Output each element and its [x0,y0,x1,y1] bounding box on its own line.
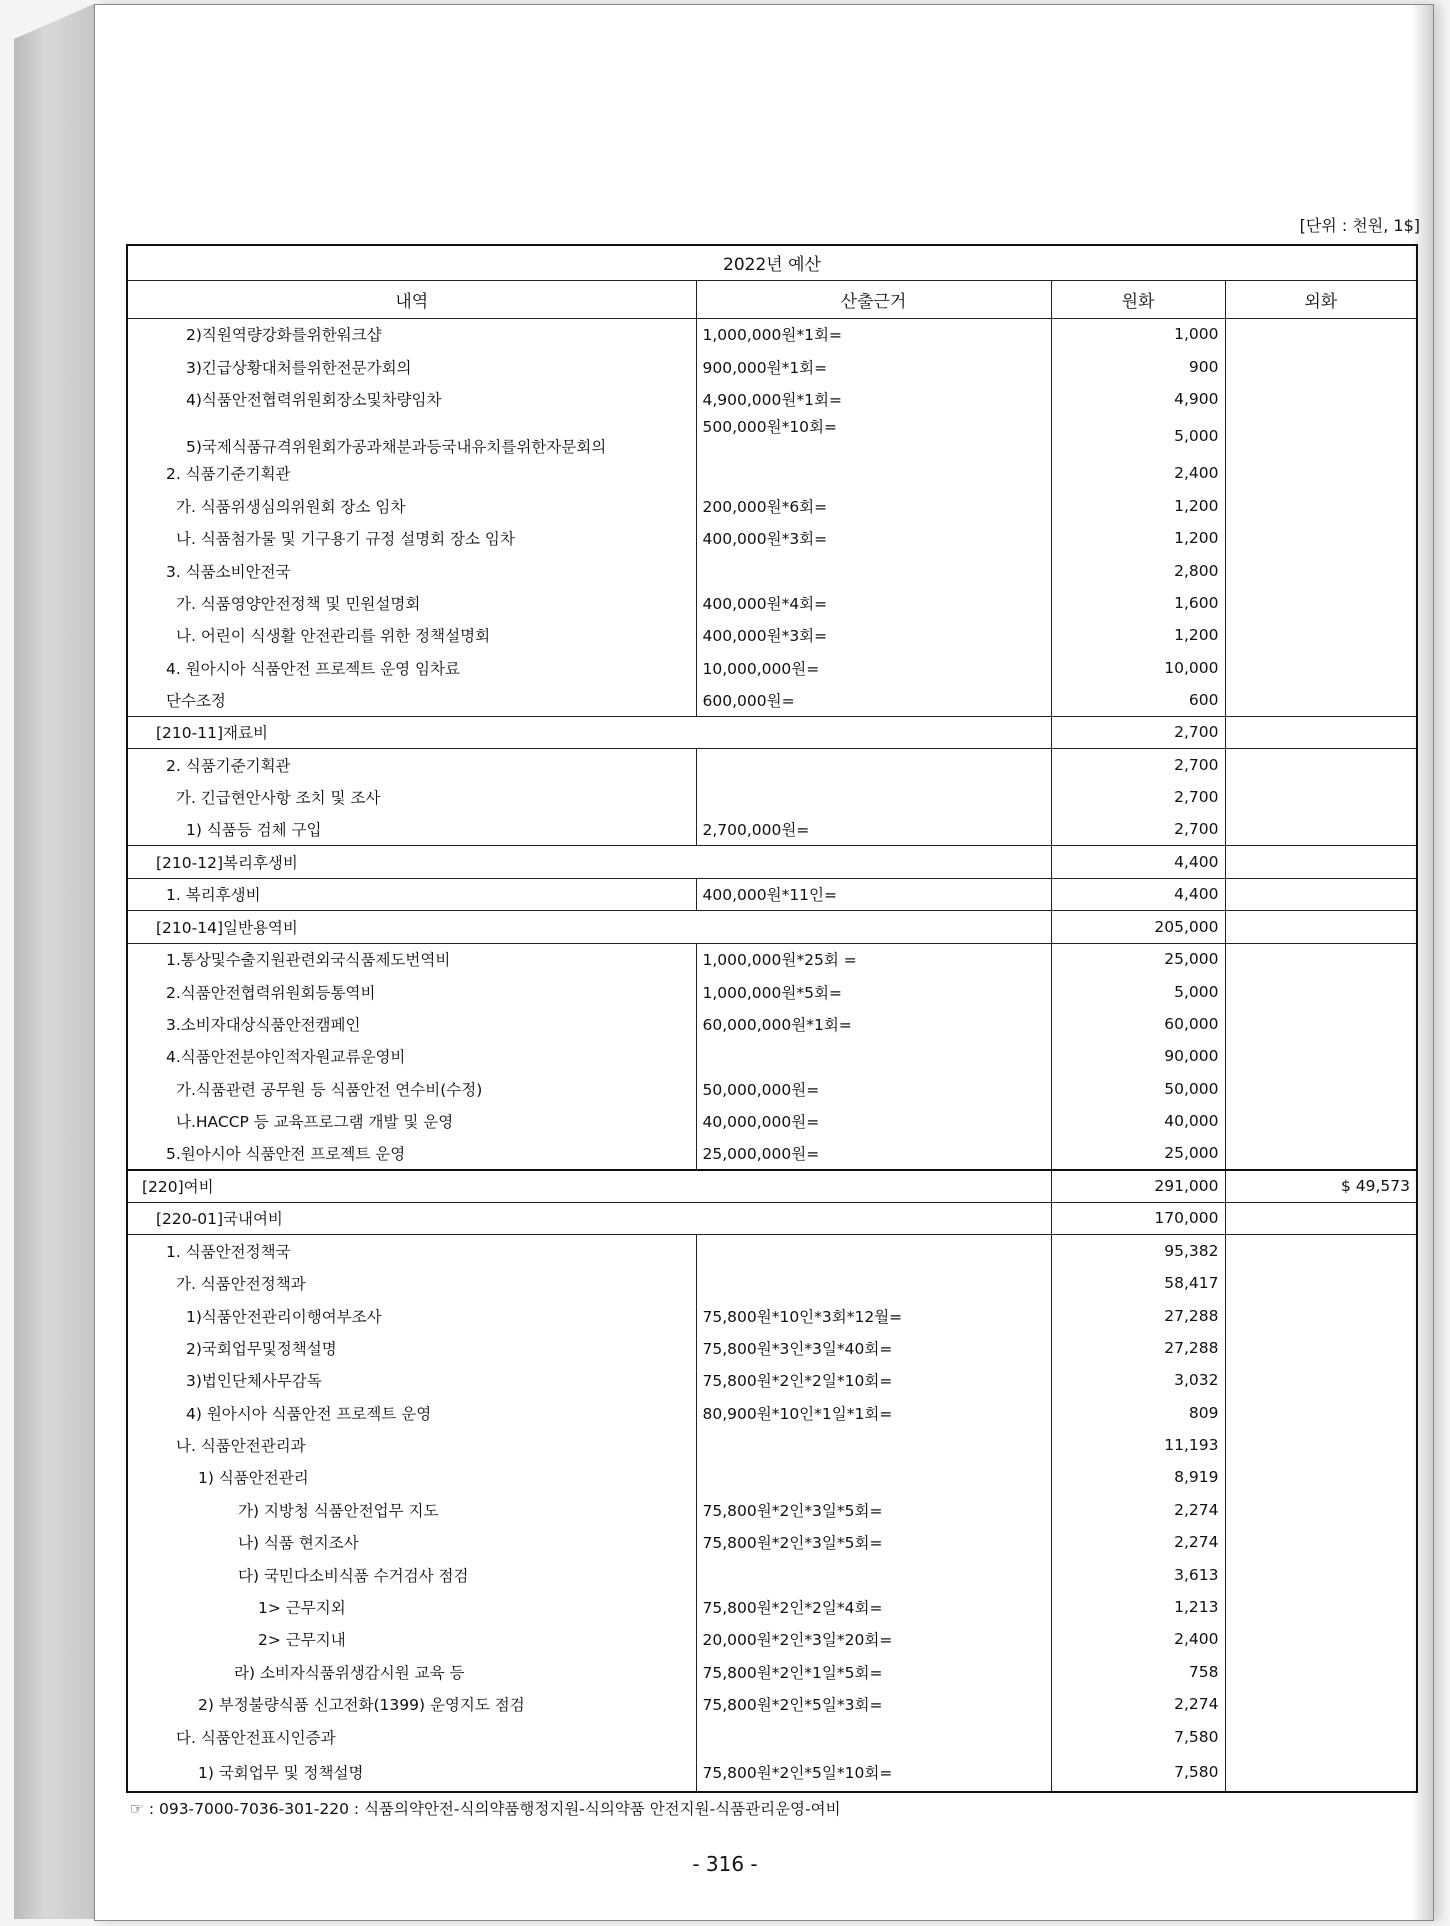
table-row [128,1008,1416,1040]
row-basis: 80,900원*10인*1일*1회= [696,1397,1051,1429]
table-row [128,1753,1416,1791]
row-item: 1) 식품안전관리 [128,1461,696,1493]
row-basis: 400,000원*3회= [696,522,1051,554]
row-basis: 60,000,000원*1회= [696,1008,1051,1040]
row-item: 1) 식품등 검체 구입 [128,813,696,845]
row-item: 나) 식품 현지조사 [128,1526,696,1558]
table-row [128,383,1416,415]
table-row [128,1040,1416,1072]
row-krw: 2,274 [1051,1526,1225,1558]
row-fx [1225,490,1416,522]
table-title: 2022년 예산 [128,246,1416,280]
row-basis [696,749,1051,781]
row-basis: 75,800원*2인*2일*10회= [696,1364,1051,1396]
table-row [128,1558,1416,1590]
row-fx [1225,1688,1416,1720]
row-basis: 400,000원*11인= [696,878,1051,910]
row-fx [1225,1656,1416,1688]
table-row [128,878,1416,910]
table-row [128,652,1416,684]
row-basis: 500,000원*10회= [696,415,1051,457]
row-item: 가. 식품안전정책과 [128,1267,696,1299]
row-krw: 3,613 [1051,1558,1225,1590]
row-item: 4.식품안전분야인적자원교류운영비 [128,1040,696,1072]
row-fx [1225,415,1416,457]
row-krw: 2,700 [1051,781,1225,813]
table-row [128,1591,1416,1623]
row-basis: 200,000원*6회= [696,490,1051,522]
row-fx [1225,1591,1416,1623]
row-item: 나. 식품안전관리과 [128,1429,696,1461]
row-basis [696,1461,1051,1493]
header-basis: 산출근거 [696,280,1051,318]
row-krw: 809 [1051,1397,1225,1429]
row-item: 2)국회업무및정책설명 [128,1332,696,1364]
table-row [128,350,1416,382]
row-item: 4)식품안전협력위원회장소및차량임차 [128,383,696,415]
table-row [128,1720,1416,1752]
row-fx [1225,911,1416,943]
row-basis: 600,000원= [696,684,1051,716]
row-krw: 205,000 [1051,911,1225,943]
row-fx [1225,1364,1416,1396]
row-krw: 2,700 [1051,813,1225,845]
row-krw: 2,400 [1051,1623,1225,1655]
row-krw: 1,213 [1051,1591,1225,1623]
row-fx [1225,975,1416,1007]
row-krw: 27,288 [1051,1332,1225,1364]
row-item: [210-11]재료비 [128,716,1051,748]
row-item: 가. 긴급현안사항 조치 및 조사 [128,781,696,813]
row-krw: 50,000 [1051,1073,1225,1105]
row-krw: 900 [1051,350,1225,382]
row-krw: 1,200 [1051,490,1225,522]
row-basis: 75,800원*2인*1일*5회= [696,1656,1051,1688]
table-row [128,1397,1416,1429]
row-fx [1225,318,1416,350]
row-fx [1225,1526,1416,1558]
table-row [128,975,1416,1007]
row-item: 5)국제식품규격위원회가공과채분과등국내유치를위한자문회의 [128,415,696,457]
row-fx [1225,1040,1416,1072]
table-row [128,554,1416,586]
row-item: 2)직원역량강화를위한워크샵 [128,318,696,350]
table-row [128,1526,1416,1558]
row-item: [220-01]국내여비 [128,1202,1051,1234]
row-fx: $ 49,573 [1225,1170,1416,1202]
row-krw: 4,400 [1051,878,1225,910]
row-item: 4) 원아시아 식품안전 프로젝트 운영 [128,1397,696,1429]
row-krw: 7,580 [1051,1753,1225,1791]
table-row [128,457,1416,489]
row-item: 1.통상및수출지원관련외국식품제도번역비 [128,943,696,975]
row-fx [1225,652,1416,684]
row-fx [1225,846,1416,878]
table-row [128,781,1416,813]
row-item: 가) 지방청 식품안전업무 지도 [128,1494,696,1526]
row-basis: 1,000,000원*25회 = [696,943,1051,975]
row-fx [1225,1461,1416,1493]
row-basis: 75,800원*3인*3일*40회= [696,1332,1051,1364]
row-krw: 58,417 [1051,1267,1225,1299]
row-fx [1225,1558,1416,1590]
row-basis: 75,800원*2인*5일*10회= [696,1753,1051,1791]
row-item: 2> 근무지내 [128,1623,696,1655]
table-row [128,1688,1416,1720]
row-basis [696,1558,1051,1590]
table-row [128,1267,1416,1299]
row-basis [696,457,1051,489]
book-spine [14,4,94,1919]
row-fx [1225,1753,1416,1791]
table-row [128,318,1416,350]
table-row [128,619,1416,651]
row-item: 3)긴급상황대처를위한전문가회의 [128,350,696,382]
row-fx [1225,1267,1416,1299]
table-row [128,1073,1416,1105]
row-fx [1225,522,1416,554]
row-krw: 1,000 [1051,318,1225,350]
row-fx [1225,383,1416,415]
table-row [128,1105,1416,1137]
header-item: 내역 [128,280,696,318]
row-krw: 8,919 [1051,1461,1225,1493]
row-krw: 5,000 [1051,415,1225,457]
row-fx [1225,1429,1416,1461]
table-row [128,716,1416,748]
row-fx [1225,1720,1416,1752]
row-item: 1) 국회업무 및 정책설명 [128,1753,696,1791]
row-basis: 75,800원*2인*5일*3회= [696,1688,1051,1720]
row-basis [696,1235,1051,1267]
row-basis: 75,800원*2인*2일*4회= [696,1591,1051,1623]
row-item: [210-14]일반용역비 [128,911,1051,943]
row-fx [1225,878,1416,910]
header-krw: 원화 [1051,280,1225,318]
table-title-row [128,246,1416,280]
row-krw: 1,600 [1051,587,1225,619]
row-fx [1225,1137,1416,1169]
row-fx [1225,1008,1416,1040]
row-basis [696,1720,1051,1752]
row-item: 단수조정 [128,684,696,716]
table-row [128,911,1416,943]
table-row [128,1494,1416,1526]
table-row [128,846,1416,878]
row-fx [1225,1202,1416,1234]
row-krw: 291,000 [1051,1170,1225,1202]
row-krw: 27,288 [1051,1299,1225,1331]
row-krw: 2,700 [1051,749,1225,781]
row-item: 3. 식품소비안전국 [128,554,696,586]
table-row [128,684,1416,716]
table-row [128,1332,1416,1364]
row-fx [1225,1073,1416,1105]
row-krw: 11,193 [1051,1429,1225,1461]
row-basis: 10,000,000원= [696,652,1051,684]
row-basis: 900,000원*1회= [696,350,1051,382]
table-row [128,1137,1416,1169]
row-item: 2. 식품기준기획관 [128,457,696,489]
row-krw: 2,800 [1051,554,1225,586]
row-item: 라) 소비자식품위생감시원 교육 등 [128,1656,696,1688]
table-row [128,490,1416,522]
row-krw: 170,000 [1051,1202,1225,1234]
row-fx [1225,813,1416,845]
budget-table [126,244,1418,1793]
row-krw: 4,900 [1051,383,1225,415]
table-row [128,1461,1416,1493]
row-fx [1225,1299,1416,1331]
row-item: 2. 식품기준기획관 [128,749,696,781]
row-item: [210-12]복리후생비 [128,846,1051,878]
row-basis [696,781,1051,813]
row-item: 나.HACCP 등 교육프로그램 개발 및 운영 [128,1105,696,1137]
table-header-row [128,280,1416,318]
row-fx [1225,350,1416,382]
table-row [128,813,1416,845]
table-row [128,1299,1416,1331]
row-fx [1225,943,1416,975]
table-row [128,415,1416,457]
row-basis: 2,700,000원= [696,813,1051,845]
table-row [128,1429,1416,1461]
row-basis: 1,000,000원*1회= [696,318,1051,350]
row-item: 5.원아시아 식품안전 프로젝트 운영 [128,1137,696,1169]
table-row [128,522,1416,554]
table-row [128,1364,1416,1396]
row-fx [1225,1623,1416,1655]
table-row [128,1170,1416,1202]
header-fx: 외화 [1225,280,1416,318]
row-item: 2.식품안전협력위원회등통역비 [128,975,696,1007]
row-krw: 2,700 [1051,716,1225,748]
row-krw: 758 [1051,1656,1225,1688]
table-row [128,749,1416,781]
row-fx [1225,1235,1416,1267]
row-item: 1)식품안전관리이행여부조사 [128,1299,696,1331]
row-krw: 10,000 [1051,652,1225,684]
row-item: 가.식품관련 공무원 등 식품안전 연수비(수정) [128,1073,696,1105]
table-row [128,1202,1416,1234]
row-basis [696,1267,1051,1299]
row-item: 가. 식품위생심의위원회 장소 임차 [128,490,696,522]
footer-note: ☞ : 093-7000-7036-301-220 : 식품의약안전-식의약품행정지원-식의약품 안전지원-식품관리운영-여비 [130,1800,841,1818]
row-fx [1225,1105,1416,1137]
row-basis [696,1429,1051,1461]
row-krw: 3,032 [1051,1364,1225,1396]
row-krw: 90,000 [1051,1040,1225,1072]
row-basis: 75,800원*2인*3일*5회= [696,1494,1051,1526]
table-row [128,587,1416,619]
row-krw: 1,200 [1051,522,1225,554]
row-basis [696,1040,1051,1072]
row-fx [1225,781,1416,813]
row-basis [696,554,1051,586]
table-row [128,943,1416,975]
row-item: 가. 식품영양안전정책 및 민원설명회 [128,587,696,619]
row-fx [1225,1494,1416,1526]
row-basis: 400,000원*4회= [696,587,1051,619]
row-krw: 60,000 [1051,1008,1225,1040]
row-item: 나. 어린이 식생활 안전관리를 위한 정책설명회 [128,619,696,651]
row-item: 1. 식품안전정책국 [128,1235,696,1267]
table-row [128,1235,1416,1267]
row-fx [1225,457,1416,489]
row-item: 나. 식품첨가물 및 기구용기 규정 설명회 장소 임차 [128,522,696,554]
row-krw: 7,580 [1051,1720,1225,1752]
row-krw: 95,382 [1051,1235,1225,1267]
unit-label: [단위 : 천원, 1$] [1299,216,1420,235]
row-krw: 2,274 [1051,1494,1225,1526]
row-krw: 4,400 [1051,846,1225,878]
row-fx [1225,619,1416,651]
row-item: 3)법인단체사무감독 [128,1364,696,1396]
row-item: 3.소비자대상식품안전캠페인 [128,1008,696,1040]
row-krw: 1,200 [1051,619,1225,651]
row-krw: 25,000 [1051,943,1225,975]
row-basis: 75,800원*10인*3회*12월= [696,1299,1051,1331]
row-fx [1225,716,1416,748]
row-item: 다. 식품안전표시인증과 [128,1720,696,1752]
row-item: 1> 근무지외 [128,1591,696,1623]
row-item: [220]여비 [128,1170,1051,1202]
row-krw: 2,400 [1051,457,1225,489]
row-item: 2) 부정불량식품 신고전화(1399) 운영지도 점검 [128,1688,696,1720]
row-krw: 2,274 [1051,1688,1225,1720]
row-basis: 40,000,000원= [696,1105,1051,1137]
row-krw: 40,000 [1051,1105,1225,1137]
table-row [128,1623,1416,1655]
row-basis: 75,800원*2인*3일*5회= [696,1526,1051,1558]
row-basis: 50,000,000원= [696,1073,1051,1105]
row-basis: 4,900,000원*1회= [696,383,1051,415]
row-basis: 25,000,000원= [696,1137,1051,1169]
row-fx [1225,1332,1416,1364]
row-fx [1225,554,1416,586]
row-krw: 600 [1051,684,1225,716]
row-fx [1225,1397,1416,1429]
row-item: 다) 국민다소비식품 수거검사 점검 [128,1558,696,1590]
row-basis: 1,000,000원*5회= [696,975,1051,1007]
table-row [128,1656,1416,1688]
page-number: - 316 - [692,1852,758,1876]
row-fx [1225,587,1416,619]
row-item: 1. 복리후생비 [128,878,696,910]
row-fx [1225,749,1416,781]
row-krw: 25,000 [1051,1137,1225,1169]
row-basis: 20,000원*2인*3일*20회= [696,1623,1051,1655]
row-fx [1225,684,1416,716]
row-basis: 400,000원*3회= [696,619,1051,651]
row-item: 4. 원아시아 식품안전 프로젝트 운영 임차료 [128,652,696,684]
row-krw: 5,000 [1051,975,1225,1007]
